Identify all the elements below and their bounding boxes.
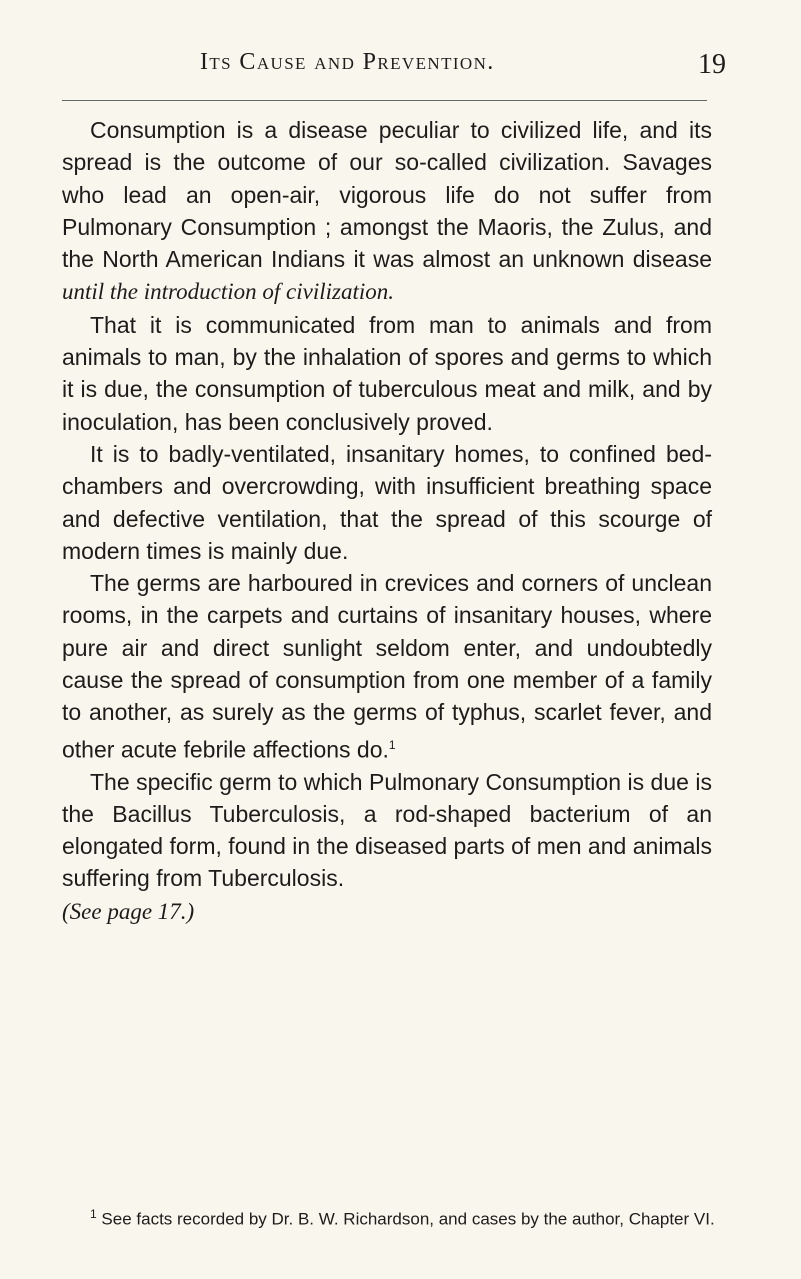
paragraph-1 (62, 114, 712, 309)
paragraph-4-text: The germs are harboured in crevices and corners of unclean rooms, in the carpets and curtains of insanitary houses, where pure air and direct sunlight seldom enter, and undoubtedly cause the spread of consumption from one member of a family to another, as surely as the germs of typhus, scarlet fever, and other acute febrile affections do. (62, 570, 712, 763)
footnote-reference: 1 (388, 737, 396, 752)
paragraph-5 (62, 766, 712, 928)
paragraph-3 (62, 438, 712, 567)
paragraph-3-text: It is to badly-ventilated, insanitary homes, to confined bed-chambers and overcrowding, with insufficient breathing space and defective ventilation, that the spread of this scourge of modern times is mainly due. (62, 440, 712, 564)
running-head: Its Cause and Prevention. (200, 49, 495, 75)
footnote-marker: 1 (90, 1207, 97, 1221)
page-number: 19 (698, 49, 726, 80)
paragraph-4 (62, 567, 712, 765)
paragraph-2 (62, 309, 712, 438)
footnote-text: See facts recorded by Dr. B. W. Richardson, and cases by the author, Chapter VI. (101, 1209, 715, 1229)
header-rule (62, 100, 707, 101)
paragraph-5-text: The specific germ to which Pulmonary Consumption is due is the Bacillus Tuberculosis, a rod-shaped bacterium of an elongated form, found in the diseased parts of men and animals suffering from Tuberculosis. (62, 768, 712, 892)
paragraph-1-text: Consumption is a disease peculiar to civilized life, and its spread is the outcome of our so-called civilization. Savages who lead an open-air, vigorous life do not suffer from Pulmonary Consumption ; amongst the Maoris, the Zulus, and the North American Indians it was almost an unknown disease (62, 117, 712, 273)
paragraph-1-italic-tail: until the introduction of civilization. (62, 279, 394, 305)
page-header (62, 49, 738, 83)
body-text (62, 114, 712, 928)
paragraph-2-text: That it is communicated from man to animals and from animals to man, by the inhalation of spores and germs to which it is due, the consumption of tuberculous meat and milk, and by inoculation, has been conclusively proved. (62, 311, 712, 435)
footnote (62, 1203, 722, 1231)
see-page-note: (See page 17.) (62, 898, 195, 924)
